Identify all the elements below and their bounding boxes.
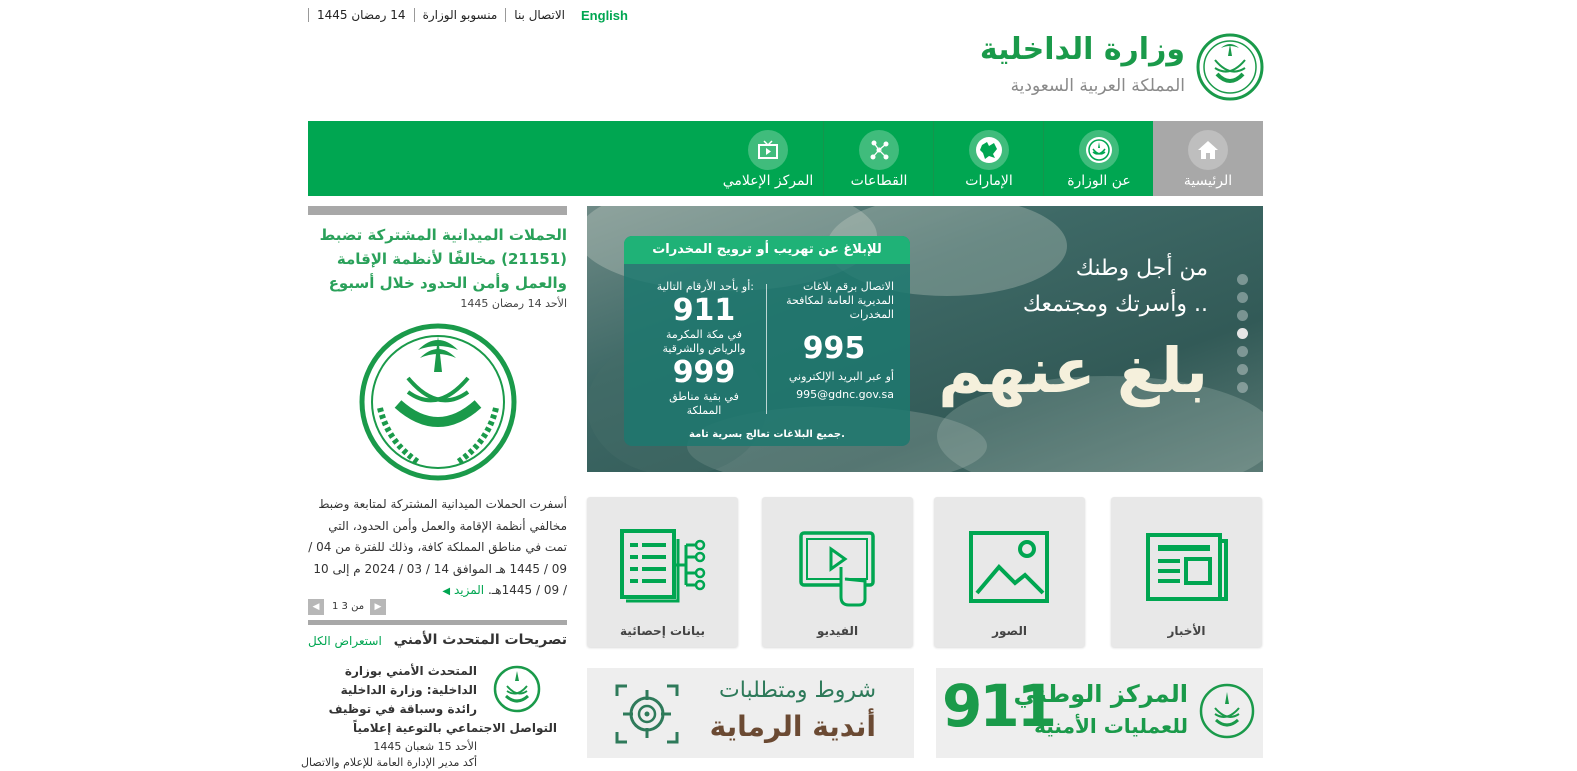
nav-sectors[interactable] <box>823 121 934 196</box>
staff-link[interactable]: منسوبو الوزارة <box>414 8 506 22</box>
read-more-label: المزيد <box>453 583 485 597</box>
tile-statistics[interactable] <box>587 497 738 647</box>
nav-emirates[interactable] <box>933 121 1044 196</box>
stats-document-icon <box>612 527 712 607</box>
pager-next-button[interactable]: ▶ <box>370 599 386 615</box>
center-title: المركز الوطني <box>1013 680 1188 708</box>
slider-dot[interactable] <box>1237 346 1248 357</box>
current-date: 14 رمضان 1445 <box>308 8 414 22</box>
nav-about[interactable] <box>1043 121 1154 196</box>
nav-label: القطاعات <box>850 173 908 189</box>
slider-dot[interactable] <box>1237 274 1248 285</box>
shooting-clubs-banner[interactable] <box>587 668 914 758</box>
tile-photos[interactable] <box>934 497 1085 647</box>
tile-label: الأخبار <box>1167 624 1206 638</box>
map-icon <box>969 130 1009 170</box>
card-left-column <box>654 280 754 418</box>
speaker-top-bar <box>308 620 567 625</box>
contact-link[interactable]: الاتصال بنا <box>505 8 573 22</box>
slider-dot[interactable] <box>1237 292 1248 303</box>
number-995: 995 <box>802 331 866 366</box>
caret-left-icon: ◀ <box>442 586 451 597</box>
newspaper-icon <box>1136 527 1236 607</box>
saudi-emblem-icon <box>1195 32 1265 102</box>
speaker-text-line1: المتحدث الأمني بوزارة الداخلية: وزارة الداخلية رائدة وسباقة في توظيف <box>328 664 477 716</box>
pager-status: 1 من 3 <box>332 601 365 612</box>
slider-dot[interactable] <box>1237 382 1248 393</box>
email-address: 995@gdnc.gov.sa <box>796 388 894 401</box>
center-number: 911 <box>942 672 1055 740</box>
card-right-text: الاتصال برقم بلاغات المديرية العامة لمكافحة المخدرات <box>786 280 894 321</box>
shooting-line2: أندية الرماية <box>709 710 876 743</box>
speaker-section-title: تصريحات المتحدث الأمني <box>393 632 567 648</box>
speaker-excerpt: أكد مدير الإدارة العامة للإعلام والاتصال <box>301 756 477 769</box>
hero-slider[interactable] <box>587 206 1263 472</box>
card-footer: جميع البلاغات تعالج بسرية تامة. <box>689 429 845 440</box>
read-more-link[interactable] <box>442 583 484 597</box>
card-divider <box>766 284 767 414</box>
nav-label: المركز الإعلامي <box>722 173 814 189</box>
number-999: 999 <box>672 355 736 390</box>
nav-home[interactable] <box>1153 121 1263 196</box>
banner-slogan <box>938 251 1208 411</box>
home-icon <box>1188 130 1228 170</box>
slider-dots <box>1237 274 1249 400</box>
report-card <box>624 236 910 446</box>
slogan-line1: من أجل وطنك <box>1075 256 1208 281</box>
main-nav <box>308 121 1263 196</box>
tile-label: بيانات إحصائية <box>620 624 705 638</box>
share-icon <box>859 130 899 170</box>
news-excerpt: أسفرت الحملات الميدانية المشتركة لمتابعة وضبط مخالفي أنظمة الإقامة والعمل وأمن الحدود، التي تمت في مناطق المملكة كافة، وذلك للفترة من 04 / 09 / 1445 هـ الموافق 14 / 03 / 2024 م إلى 10 / 09 / 1445هـ. <box>308 497 567 597</box>
news-sidebar <box>301 206 567 769</box>
news-pager <box>308 599 388 617</box>
news-title[interactable]: الحملات الميدانية المشتركة تضبط (21151) مخالفًا لأنظمة الإقامة والعمل وأمن الحدود خلال أسبوع <box>319 226 567 292</box>
card-left-intro: أو بأحد الأرقام التالية: <box>656 280 754 293</box>
ministry-logo[interactable] <box>979 30 1265 105</box>
image-icon <box>959 527 1059 607</box>
speaker-emblem-icon <box>492 664 542 714</box>
view-all-link[interactable]: استعراض الكل <box>308 634 382 648</box>
pager-prev-button[interactable]: ◀ <box>308 599 324 615</box>
top-bar <box>308 6 628 24</box>
slogan-line2: وأسرتك ومجتمعك .. <box>1022 292 1208 317</box>
news-body <box>308 494 567 603</box>
slider-dot[interactable] <box>1237 364 1248 375</box>
tile-news[interactable] <box>1111 497 1262 647</box>
slider-dot[interactable] <box>1237 328 1248 339</box>
video-icon <box>787 527 887 607</box>
speaker-text-line2: التواصل الاجتماعي بالتوعية إعلامياً <box>352 721 557 735</box>
media-icon <box>748 130 788 170</box>
security-operations-center-banner[interactable] <box>936 668 1263 758</box>
nav-media-center[interactable] <box>713 121 823 196</box>
shooting-line1: شروط ومتطلبات <box>719 678 876 703</box>
speaker-section-header <box>308 620 567 648</box>
nav-label: الإمارات <box>965 173 1013 189</box>
emblem-icon <box>1079 130 1119 170</box>
speaker-date: الأحد 15 شعبان 1445 <box>373 740 477 753</box>
card-title: للإبلاغ عن تهريب أو ترويج المخدرات <box>624 236 910 264</box>
news-date: الأحد 14 رمضان 1445 <box>460 297 567 310</box>
center-subtitle: للعمليات الأمنية <box>1034 714 1188 738</box>
nav-label: عن الوزارة <box>1067 173 1131 189</box>
slider-dot[interactable] <box>1237 310 1248 321</box>
news-emblem-image <box>358 322 518 482</box>
email-label: أو عبر البريد الإلكتروني <box>788 370 894 383</box>
card-left-text2: في بقية مناطق المملكة <box>669 390 739 417</box>
tile-label: الفيديو <box>816 624 859 638</box>
target-icon <box>615 684 679 744</box>
english-link[interactable]: English <box>581 7 628 23</box>
card-right-column <box>774 280 894 402</box>
number-911: 911 <box>672 293 736 328</box>
news-top-bar <box>308 206 567 215</box>
center-emblem-icon <box>1198 682 1256 744</box>
logo-title: وزارة الداخلية <box>979 32 1185 67</box>
card-left-text1: في مكة المكرمة والرياض والشرقية <box>662 328 746 355</box>
tile-video[interactable] <box>762 497 913 647</box>
logo-subtitle: المملكة العربية السعودية <box>1010 76 1185 96</box>
slogan-headline: بلغ عنهم <box>938 334 1208 407</box>
tile-label: الصور <box>992 624 1027 638</box>
nav-label: الرئيسية <box>1183 173 1233 189</box>
